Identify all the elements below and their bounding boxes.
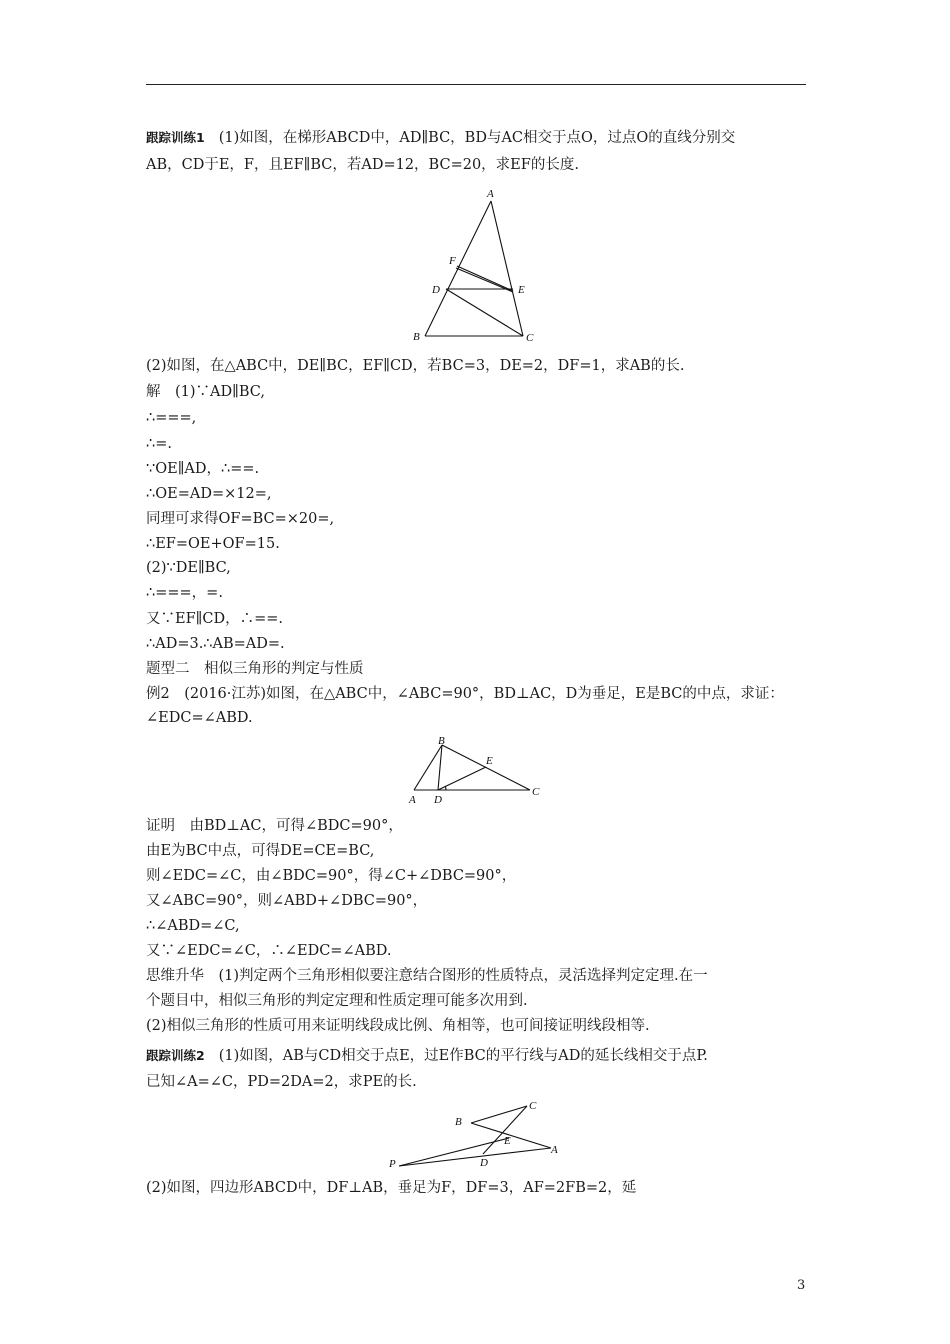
text-line-25: 个题目中，相似三角形的判定定理和性质定理可能多次用到. xyxy=(146,993,528,1009)
label-B: B xyxy=(438,735,445,747)
text-line-28: 已知∠A=∠C，PD=2DA=2，求PE的长. xyxy=(146,1074,417,1090)
text-line-22: ∴∠ABD=∠C, xyxy=(146,918,240,934)
text-line-6: ∴=. xyxy=(146,436,172,452)
page-number: 3 xyxy=(797,1278,806,1293)
text-line-10: ∴EF=OE+OF=15. xyxy=(146,536,280,552)
text-line-26: (2)相似三角形的性质可用来证明线段成比例、角相等，也可间接证明线段相等. xyxy=(146,1018,650,1034)
text-line-17: ∠EDC=∠ABD. xyxy=(146,710,253,726)
text-line-3: (2)如图，在△ABC中，DE∥BC，EF∥CD，若BC=3，DE=2，DF=1，求AB的长. xyxy=(146,358,685,374)
text-line-24: 思维升华 (1)判定两个三角形相似要注意结合图形的性质特点，灵活选择判定定理.在一 xyxy=(146,968,708,984)
text-line-13: 又∵EF∥CD，∴==. xyxy=(146,611,283,627)
figure-trapezoid xyxy=(400,183,560,348)
label-B: B xyxy=(455,1116,462,1128)
text-line-27: 跟踪训练2 (1)如图，AB与CD相交于点E，过E作BC的平行线与AD的延长线相交于点P. xyxy=(146,1048,708,1064)
text-line-18: 证明 由BD⊥AC，可得∠BDC=90°， xyxy=(146,818,403,834)
label-C: C xyxy=(526,332,534,344)
label-P: P xyxy=(389,1158,396,1170)
label-C: C xyxy=(529,1100,537,1112)
label-B: B xyxy=(413,331,420,343)
text-line-8: ∴OE=AD=×12=, xyxy=(146,486,272,502)
text-line-23: 又∵∠EDC=∠C，∴∠EDC=∠ABD. xyxy=(146,943,392,959)
figure-crossing-lines xyxy=(385,1096,570,1171)
text-line-5: ∴===, xyxy=(146,410,197,426)
label-D: D xyxy=(480,1157,488,1169)
label-A: A xyxy=(487,188,494,200)
label-D: D xyxy=(434,794,442,806)
text-line-4: 解 (1)∵AD∥BC, xyxy=(146,384,265,400)
header-rule xyxy=(146,84,806,85)
text-line-7: ∵OE∥AD，∴==. xyxy=(146,461,260,477)
text-line-2: AB，CD于E，F，且EF∥BC，若AD=12，BC=20，求EF的长度. xyxy=(146,157,579,173)
text-line-14: ∴AD=3.∴AB=AD=. xyxy=(146,636,285,652)
figure-right-triangle xyxy=(400,732,550,807)
label-E: E xyxy=(504,1135,511,1147)
label-D: D xyxy=(432,284,440,296)
label-E: E xyxy=(518,284,525,296)
text-line-12: ∴===，=. xyxy=(146,585,223,601)
text-line-29: (2)如图，四边形ABCD中，DF⊥AB，垂足为F，DF=3，AF=2FB=2，延 xyxy=(146,1180,637,1196)
label-E: E xyxy=(486,755,493,767)
text-line-20: 则∠EDC=∠C，由∠BDC=90°，得∠C+∠DBC=90°， xyxy=(146,868,517,884)
label-A: A xyxy=(551,1144,558,1156)
label-C: C xyxy=(532,786,540,798)
text-line-21: 又∠ABC=90°，则∠ABD+∠DBC=90°， xyxy=(146,893,428,909)
text-line-16: 例2 (2016·江苏)如图，在△ABC中，∠ABC=90°，BD⊥AC，D为垂足，E是BC的中点，求证： xyxy=(146,686,784,702)
label-F: F xyxy=(449,255,456,267)
exercise-tag: 跟踪训练1 xyxy=(146,130,205,145)
text-line-9: 同理可求得OF=BC=×20=, xyxy=(146,511,335,527)
text-line-1: 跟踪训练1 (1)如图，在梯形ABCD中，AD∥BC，BD与AC相交于点O，过点O的直线分别交 xyxy=(146,130,736,146)
label-A: A xyxy=(409,794,416,806)
text-line-11: (2)∵DE∥BC, xyxy=(146,560,231,576)
text-line-19: 由E为BC中点，可得DE=CE=BC, xyxy=(146,843,375,859)
section-heading: 题型二 相似三角形的判定与性质 xyxy=(146,661,364,677)
exercise-tag: 跟踪训练2 xyxy=(146,1048,205,1063)
